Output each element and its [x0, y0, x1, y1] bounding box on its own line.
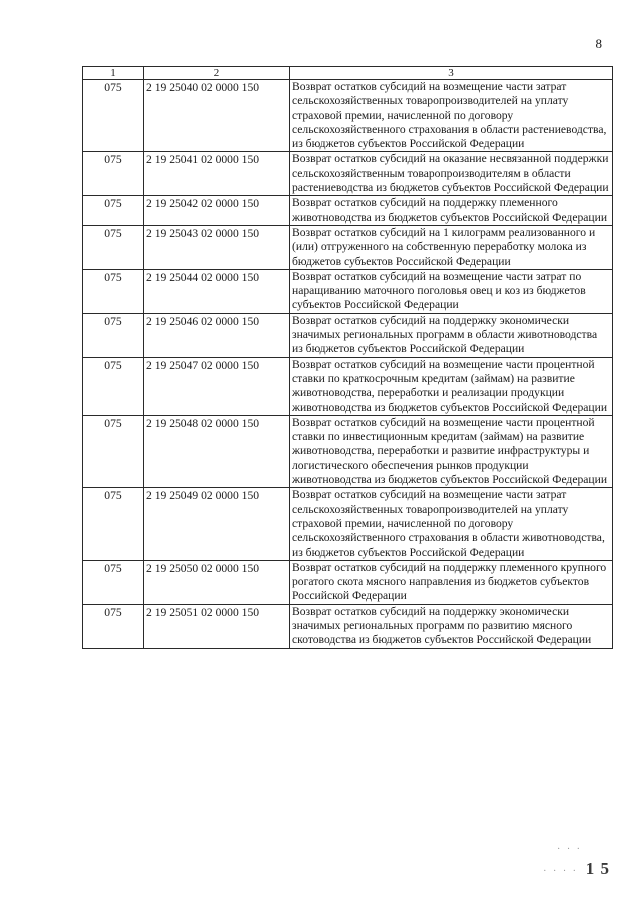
- budget-code-cell: 2 19 25050 02 0000 150: [144, 560, 290, 604]
- table-row: [83, 152, 613, 196]
- table-row: [83, 488, 613, 560]
- table-body: [83, 80, 613, 649]
- admin-code-cell: 075: [83, 152, 144, 196]
- admin-code-cell: 075: [83, 313, 144, 357]
- admin-code-cell: 075: [83, 357, 144, 415]
- description-cell: Возврат остатков субсидий на поддержку племенного крупного рогатого скота мясного направления из бюджетов субъектов Российской Федерации: [290, 560, 613, 604]
- table-row: [83, 357, 613, 415]
- budget-code-cell: 2 19 25042 02 0000 150: [144, 196, 290, 226]
- description-cell: Возврат остатков субсидий на возмещение части затрат сельскохозяйственных товаропроизводителей на уплату страховой премии, начисленной по договору сельскохозяйственного страхования в области растениеводства, из бюджетов субъектов Российской Федерации: [290, 80, 613, 152]
- budget-code-cell: 2 19 25047 02 0000 150: [144, 357, 290, 415]
- page-number: 8: [595, 36, 602, 51]
- admin-code-cell: 075: [83, 415, 144, 487]
- budget-code-cell: 2 19 25048 02 0000 150: [144, 415, 290, 487]
- header-row: [83, 67, 613, 80]
- budget-code-cell: 2 19 25049 02 0000 150: [144, 488, 290, 560]
- description-cell: Возврат остатков субсидий на поддержку племенного животноводства из бюджетов субъектов Российской Федерации: [290, 196, 613, 226]
- admin-code-cell: 075: [83, 80, 144, 152]
- column-header-3: 3: [290, 67, 613, 80]
- table-row: [83, 225, 613, 269]
- budget-code-cell: 2 19 25044 02 0000 150: [144, 269, 290, 313]
- admin-code-cell: 075: [83, 560, 144, 604]
- budget-code-cell: 2 19 25043 02 0000 150: [144, 225, 290, 269]
- budget-code-cell: 2 19 25040 02 0000 150: [144, 80, 290, 152]
- scan-speckles: · · ·: [557, 844, 582, 855]
- table-row: [83, 80, 613, 152]
- table-row: [83, 269, 613, 313]
- description-cell: Возврат остатков субсидий на поддержку экономически значимых региональных программ в области животноводства из бюджетов субъектов Российской Федерации: [290, 313, 613, 357]
- budget-code-cell: 2 19 25046 02 0000 150: [144, 313, 290, 357]
- description-cell: Возврат остатков субсидий на возмещение части процентной ставки по инвестиционным кредитам (займам) на развитие животноводства, переработки и развитие инфраструктуры и логистического обеспечения рынков продукции животноводства из бюджетов субъектов Российской Федерации: [290, 415, 613, 487]
- admin-code-cell: 075: [83, 604, 144, 648]
- admin-code-cell: 075: [83, 488, 144, 560]
- table-row: [83, 196, 613, 226]
- description-cell: Возврат остатков субсидий на возмещение части процентной ставки по краткосрочным кредитам (займам) на развитие животноводства, переработки и реализации продукции животноводства из бюджетов субъектов Российской Федерации: [290, 357, 613, 415]
- budget-code-cell: 2 19 25041 02 0000 150: [144, 152, 290, 196]
- description-cell: Возврат остатков субсидий на возмещение части затрат сельскохозяйственных товаропроизводителей на уплату страховой премии, начисленной по договору сельскохозяйственного страхования в области животноводства, из бюджетов субъектов Российской Федерации: [290, 488, 613, 560]
- column-header-1: 1: [83, 67, 144, 80]
- description-cell: Возврат остатков субсидий на возмещение части затрат по наращиванию маточного поголовья овец и коз из бюджетов субъектов Российской Федерации: [290, 269, 613, 313]
- table-row: [83, 313, 613, 357]
- description-cell: Возврат остатков субсидий на оказание несвязанной поддержки сельскохозяйственным товаропроизводителям в области растениеводства из бюджетов субъектов Российской Федерации: [290, 152, 613, 196]
- budget-code-cell: 2 19 25051 02 0000 150: [144, 604, 290, 648]
- table-row: [83, 604, 613, 648]
- codes-table: [82, 66, 613, 649]
- description-cell: Возврат остатков субсидий на 1 килограмм реализованного и (или) отгруженного на собственную переработку молока из бюджетов субъектов Российской Федерации: [290, 225, 613, 269]
- table-row: [83, 560, 613, 604]
- admin-code-cell: 075: [83, 225, 144, 269]
- table-row: [83, 415, 613, 487]
- column-header-2: 2: [144, 67, 290, 80]
- corner-stamp-mark: 1 5: [585, 859, 610, 878]
- scan-speckles: · · · ·: [543, 866, 578, 877]
- admin-code-cell: 075: [83, 196, 144, 226]
- admin-code-cell: 075: [83, 269, 144, 313]
- description-cell: Возврат остатков субсидий на поддержку экономически значимых региональных программ по развитию мясного скотоводства из бюджетов субъектов Российской Федерации: [290, 604, 613, 648]
